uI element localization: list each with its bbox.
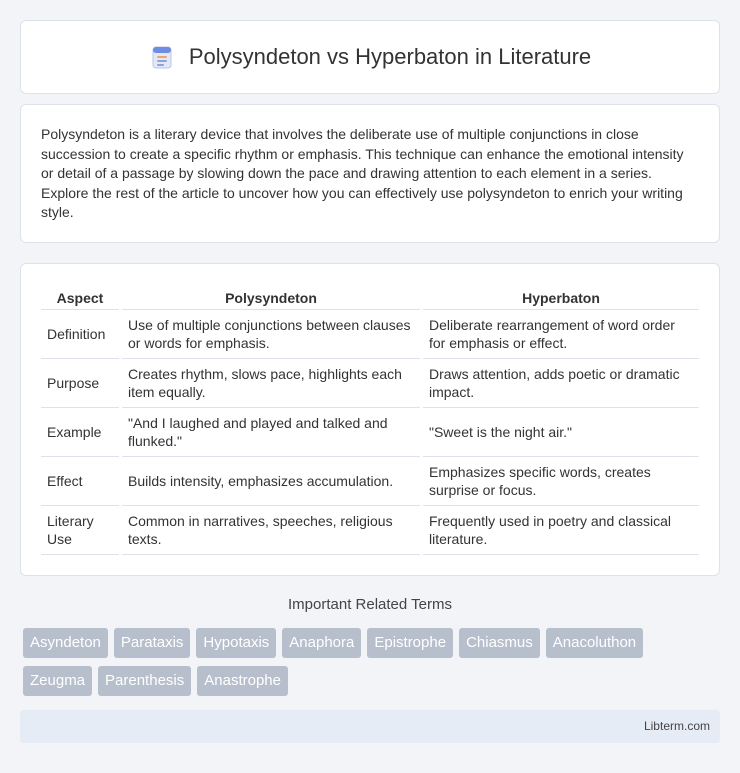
related-term-tag[interactable]: Epistrophe <box>367 628 453 658</box>
related-term-tag[interactable]: Anaphora <box>282 628 361 658</box>
header-polysyndeton: Polysyndeton <box>122 286 420 310</box>
cell-hyperbaton: Emphasizes specific words, creates surprise or focus. <box>423 457 699 506</box>
cell-aspect: Purpose <box>41 359 119 408</box>
header-aspect: Aspect <box>41 286 119 310</box>
table-row <box>41 457 699 506</box>
cell-polysyndeton: Builds intensity, emphasizes accumulation. <box>122 457 420 506</box>
header-hyperbaton: Hyperbaton <box>423 286 699 310</box>
related-term-tag[interactable]: Anastrophe <box>197 666 288 696</box>
cell-hyperbaton: Frequently used in poetry and classical literature. <box>423 506 699 555</box>
cell-aspect: Definition <box>41 310 119 359</box>
related-term-tag[interactable]: Parataxis <box>114 628 191 658</box>
related-term-tag[interactable]: Hypotaxis <box>196 628 276 658</box>
comparison-table <box>38 286 702 555</box>
cell-hyperbaton: "Sweet is the night air." <box>423 408 699 457</box>
table-row <box>41 506 699 555</box>
cell-polysyndeton: Common in narratives, speeches, religious texts. <box>122 506 420 555</box>
table-row <box>41 310 699 359</box>
cell-polysyndeton: Creates rhythm, slows pace, highlights each item equally. <box>122 359 420 408</box>
page-title: Polysyndeton vs Hyperbaton in Literature <box>188 44 592 69</box>
related-term-tag[interactable]: Chiasmus <box>459 628 540 658</box>
document-icon <box>149 44 175 70</box>
related-terms-list <box>23 628 723 704</box>
related-term-tag[interactable]: Anacoluthon <box>546 628 643 658</box>
related-term-tag[interactable]: Asyndeton <box>23 628 108 658</box>
cell-polysyndeton: Use of multiple conjunctions between clauses or words for emphasis. <box>122 310 420 359</box>
cell-aspect: Effect <box>41 457 119 506</box>
footer-brand[interactable]: Libterm.com <box>643 719 710 733</box>
cell-hyperbaton: Deliberate rearrangement of word order for emphasis or effect. <box>423 310 699 359</box>
intro-card <box>20 104 720 243</box>
cell-aspect: Literary Use <box>41 506 119 555</box>
cell-aspect: Example <box>41 408 119 457</box>
related-term-tag[interactable]: Parenthesis <box>98 666 191 696</box>
footer <box>20 710 720 743</box>
table-header-row <box>41 286 699 310</box>
intro-paragraph: Polysyndeton is a literary device that involves the deliberate use of multiple conjunctions in close succession to create a specific rhythm or emphasis. This technique can enhance the emotional intensity or detail of a passage by slowing down the pace and drawing attention to each element in a series. Explore the rest of the article to uncover how you can effectively use polysyndeton to enrich your writing style. <box>41 126 684 221</box>
cell-polysyndeton: "And I laughed and played and talked and flunked." <box>122 408 420 457</box>
table-row <box>41 359 699 408</box>
comparison-card <box>20 263 720 576</box>
related-term-tag[interactable]: Zeugma <box>23 666 92 696</box>
table-row <box>41 408 699 457</box>
related-terms-title: Important Related Terms <box>288 596 452 613</box>
cell-hyperbaton: Draws attention, adds poetic or dramatic impact. <box>423 359 699 408</box>
title-card <box>20 20 720 94</box>
